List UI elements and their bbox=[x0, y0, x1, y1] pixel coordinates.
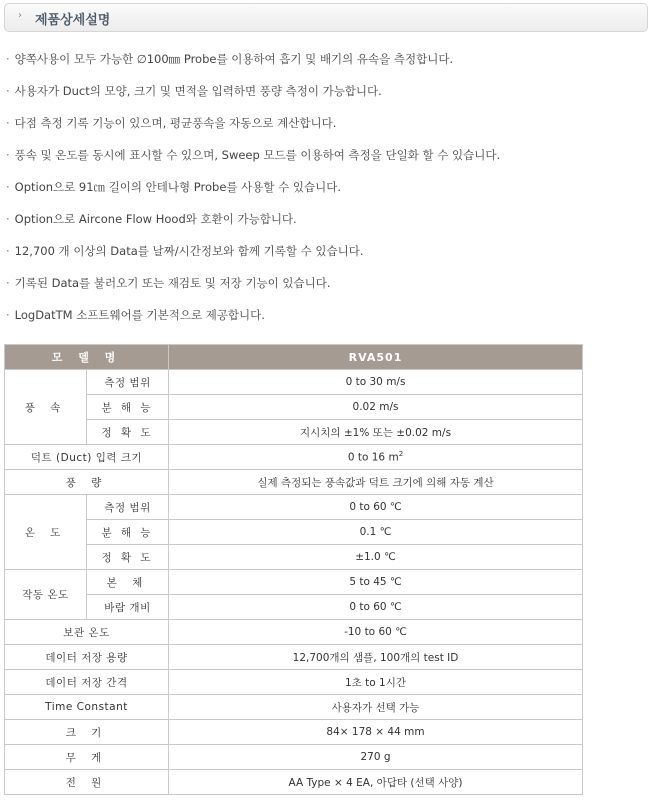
vane-label: 바람 개비 bbox=[87, 595, 169, 620]
data-interval-value: 1초 to 1시간 bbox=[169, 670, 583, 695]
table-row bbox=[5, 720, 583, 745]
table-row bbox=[5, 545, 583, 570]
table-row bbox=[5, 520, 583, 545]
table-row bbox=[5, 445, 583, 470]
section-title: 제품상세설명 bbox=[35, 13, 111, 28]
duct-size-label: 덕트 (Duct) 입력 크기 bbox=[5, 445, 169, 470]
flow-value: 실제 측정되는 풍속값과 덕트 크기에 의해 자동 계산 bbox=[169, 470, 583, 495]
data-capacity-value: 12,700개의 샘플, 100개의 test ID bbox=[169, 645, 583, 670]
wind-range-label: 측정 범위 bbox=[87, 370, 169, 395]
weight-value: 270 g bbox=[169, 745, 583, 770]
wind-range-value: 0 to 30 m/s bbox=[169, 370, 583, 395]
table-row bbox=[5, 570, 583, 595]
flow-label: 풍 량 bbox=[5, 470, 169, 495]
temp-range-value: 0 to 60 ℃ bbox=[169, 495, 583, 520]
feature-item: · 사용자가 Duct의 모양, 크기 및 면적을 입력하면 풍량 측정이 가능합니다. bbox=[6, 84, 382, 98]
temperature-label: 온 도 bbox=[5, 495, 87, 570]
duct-size-value: 0 to 16 $m^2$ bbox=[169, 445, 583, 470]
bullet-icon: · bbox=[6, 276, 10, 290]
weight-label: 무 게 bbox=[5, 745, 169, 770]
bullet-icon: · bbox=[6, 244, 10, 258]
data-capacity-label: 데이터 저장 용량 bbox=[5, 645, 169, 670]
wind-accuracy-value: 지시치의 ±1% 또는 ±0.02 m/s bbox=[169, 420, 583, 445]
temp-accuracy-label: 정 확 도 bbox=[87, 545, 169, 570]
power-value: AA Type × 4 EA, 아답타 (선택 사양) bbox=[169, 770, 583, 795]
spec-table bbox=[4, 344, 583, 795]
wind-resolution-label: 분 해 능 bbox=[87, 395, 169, 420]
body-value: 5 to 45 ℃ bbox=[169, 570, 583, 595]
size-label: 크 기 bbox=[5, 720, 169, 745]
bullet-icon: · bbox=[6, 308, 10, 322]
section-header bbox=[4, 3, 648, 32]
feature-item: · 풍속 및 온도를 동시에 표시할 수 있으며, Sweep 모드를 이용하여 측정을 단일화 할 수 있습니다. bbox=[6, 148, 501, 162]
feature-item: · 12,700 개 이상의 Data를 날짜/시간정보와 함께 기록할 수 있습니다. bbox=[6, 244, 364, 258]
feature-item: · 다점 측정 기록 기능이 있으며, 평균풍속을 자동으로 계산합니다. bbox=[6, 116, 337, 130]
table-row bbox=[5, 470, 583, 495]
body-label: 본 체 bbox=[87, 570, 169, 595]
feature-item: · Option으로 Aircone Flow Hood와 호환이 가능합니다. bbox=[6, 212, 297, 226]
bullet-icon: · bbox=[6, 84, 10, 98]
table-row bbox=[5, 370, 583, 395]
temp-range-label: 측정 범위 bbox=[87, 495, 169, 520]
temp-accuracy-value: ±1.0 ℃ bbox=[169, 545, 583, 570]
feature-item: · Option으로 91㎝ 길이의 안테나형 Probe를 사용할 수 있습니다. bbox=[6, 180, 341, 194]
bullet-icon: · bbox=[6, 148, 10, 162]
model-value-header: RVA501 bbox=[169, 345, 583, 370]
bullet-icon: · bbox=[6, 180, 10, 194]
feature-item: · 기록된 Data를 불러오기 또는 재검토 및 저장 기능이 있습니다. bbox=[6, 276, 331, 290]
model-name-header: 모 델 명 bbox=[5, 345, 169, 370]
table-row bbox=[5, 770, 583, 795]
table-row bbox=[5, 645, 583, 670]
power-label: 전 원 bbox=[5, 770, 169, 795]
table-row bbox=[5, 395, 583, 420]
table-row bbox=[5, 745, 583, 770]
wind-resolution-value: 0.02 m/s bbox=[169, 395, 583, 420]
bullet-icon: · bbox=[6, 212, 10, 226]
vane-value: 0 to 60 ℃ bbox=[169, 595, 583, 620]
feature-item: · LogDatTM 소프트웨어를 기본적으로 제공합니다. bbox=[6, 308, 265, 322]
feature-item: · 양쪽사용이 모두 가능한 ∅100㎜ Probe를 이용하여 흡기 및 배기의 유속을 측정합니다. bbox=[6, 52, 454, 66]
feature-list bbox=[6, 50, 500, 338]
storage-temp-label: 보관 온도 bbox=[5, 620, 169, 645]
temp-resolution-label: 분 해 능 bbox=[87, 520, 169, 545]
wind-accuracy-label: 정 확 도 bbox=[87, 420, 169, 445]
table-row bbox=[5, 495, 583, 520]
temp-resolution-value: 0.1 ℃ bbox=[169, 520, 583, 545]
chevron-right-icon: › bbox=[18, 10, 22, 21]
data-interval-label: 데이터 저장 간격 bbox=[5, 670, 169, 695]
size-value: 84× 178 × 44 mm bbox=[169, 720, 583, 745]
operating-temp-label: 작동 온도 bbox=[5, 570, 87, 620]
wind-speed-label: 풍 속 bbox=[5, 370, 87, 445]
time-constant-label: Time Constant bbox=[5, 695, 169, 720]
table-row bbox=[5, 670, 583, 695]
bullet-icon: · bbox=[6, 116, 10, 130]
table-header-row bbox=[5, 345, 583, 370]
table-row bbox=[5, 620, 583, 645]
time-constant-value: 사용자가 선택 가능 bbox=[169, 695, 583, 720]
table-row bbox=[5, 595, 583, 620]
table-row bbox=[5, 695, 583, 720]
storage-temp-value: -10 to 60 ℃ bbox=[169, 620, 583, 645]
bullet-icon: · bbox=[6, 52, 10, 66]
table-row bbox=[5, 420, 583, 445]
